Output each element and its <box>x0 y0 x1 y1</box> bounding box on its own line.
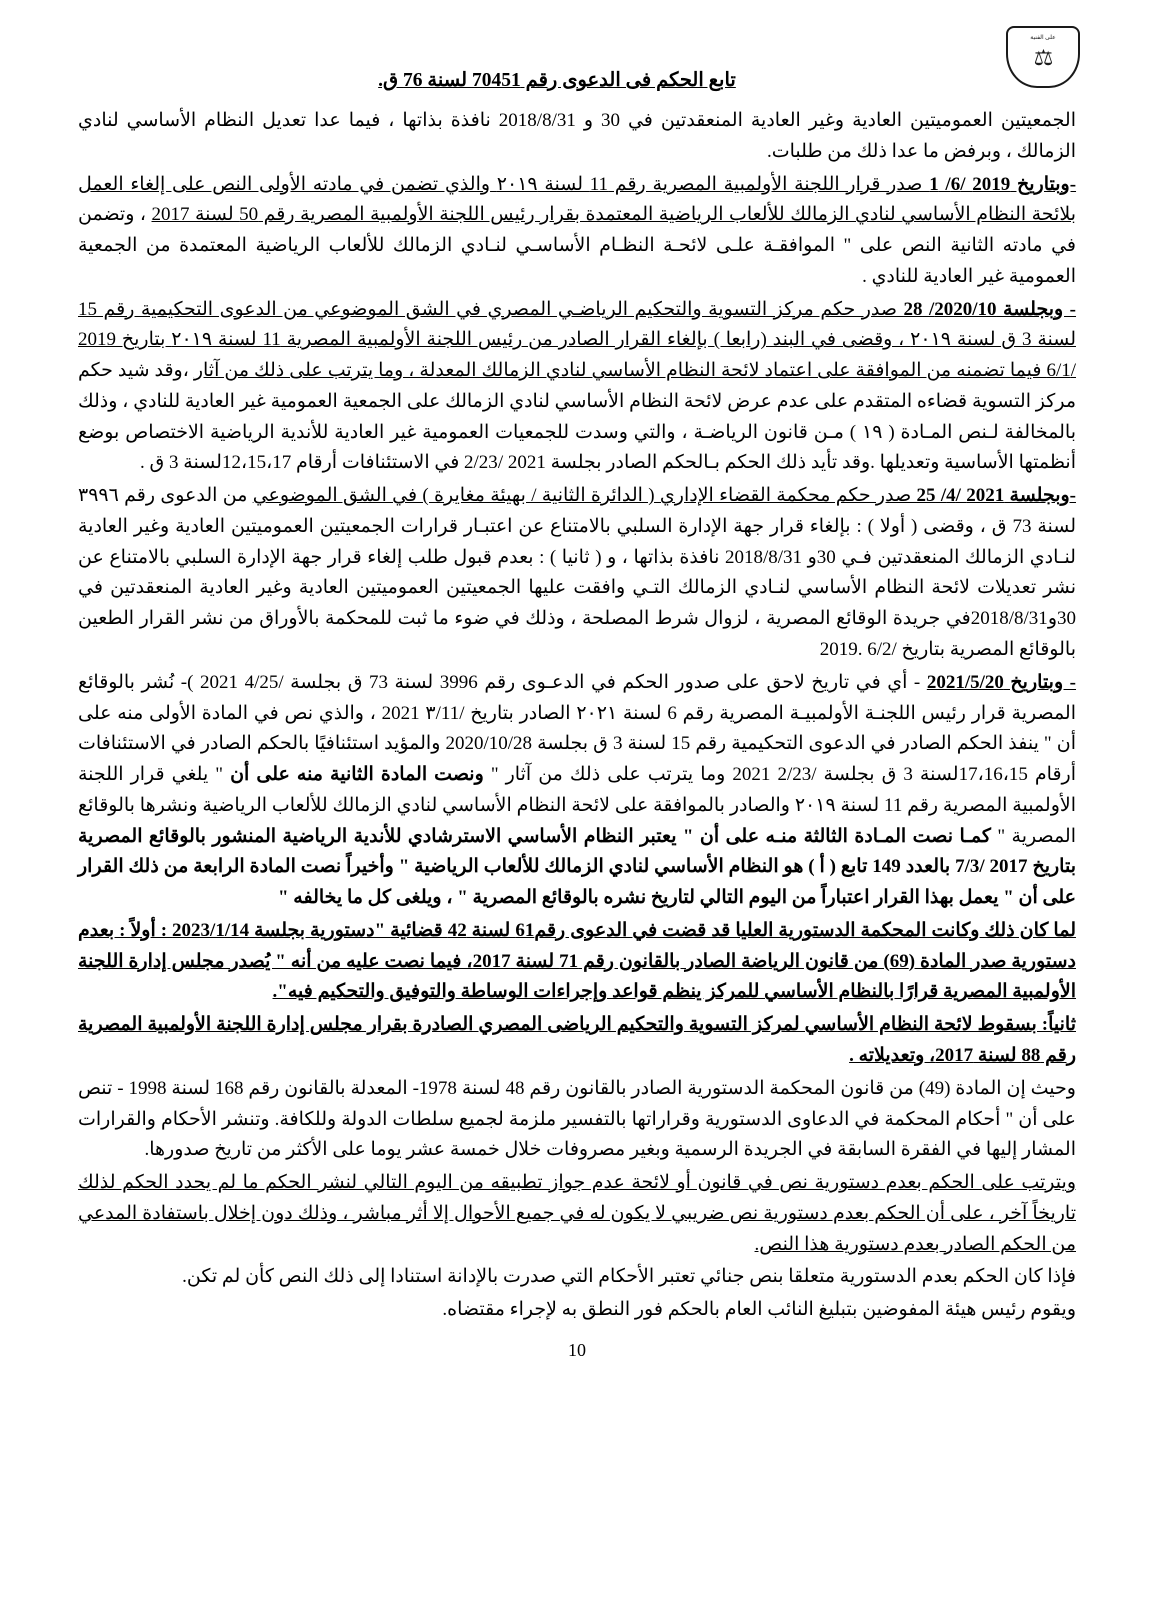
text-run: لما كان ذلك وكانت المحكمة الدستورية العليا قد قضت في الدعوى رقم61 لسنة 42 قضائية "دستورية بجلسة 2023/1/14 : أولاً : بعدم دستورية صدر المادة (69) من قانون الرياضة الصادر بالقانون رقم 71 لسنة 2017، فيما نصت عليه من أنه " يُصدر مجلس إدارة اللجنة الأولمبية المصرية قرارًا بالنظام الأساسي للمركز ينظم قواعد وإجراءات الوساطة والتوفيق والتحكيم فيه". <box>78 919 1076 1003</box>
text-run: ويترتب على الحكم بعدم دستورية نص في قانون أو لائحة عدم جواز تطبيقه من اليوم التالي لنشر الحكم ما لم يحدد الحكم لذلك تاريخاً آخر ، على أن الحكم بعدم دستورية نص ضريبي لا يكون له في جميع الأحوال إلا أثر مباشر ، وذلك دون إخلال باستفادة المدعي من الحكم الصادر بعدم دستورية هذا النص. <box>78 1172 1076 1255</box>
shield-icon <box>1006 26 1080 88</box>
text-run: -وبتاريخ 2019 /6/ 1 <box>929 173 1077 195</box>
paragraph <box>78 481 1076 666</box>
paragraph <box>78 1295 1076 1326</box>
logo-top-text: على الفنية <box>1030 35 1056 41</box>
text-run: " يلغي قرار اللجنة الأولمبية المصرية رقم 11 لسنة ٢٠١٩ والصادر بالموافقة على لائحة النظام الأساسي لنادي الزمالك للألعاب الرياضية ونشرها بالوقائع المصرية " <box>78 764 1076 847</box>
text-run: والذي تضمن في مادته الأولى النص على إلغاء العمل بلائحة النظام الأساسي لنادي الزمالك للألعاب الرياضية المعتمدة بقرار رئيس اللجنة الأولمبية المصرية رقم 50 لسنة 2017 <box>78 173 1076 226</box>
paragraph <box>78 1262 1076 1293</box>
text-run: - وبجلسة 2020/10/ 28 <box>903 298 1077 320</box>
text-run: ونصت المادة الثانية منه على أن <box>230 764 491 786</box>
page-number: 10 <box>568 1339 586 1360</box>
paragraph <box>78 1074 1076 1166</box>
scales-icon: ⚖ <box>1033 45 1053 71</box>
text-run: من الدعوى رقم ٣٩٩٦ لسنة 73 ق ، وقضى ( أولا ) : بإلغاء قرار جهة الإدارة السلبي بالامتناع عن اعتبـار قرارات الجمعيتين العموميتين العادية وغير العادية لنـادي الزمالك المنعقدتين فـي 30و 2018/8/31 نافذة بذاتها ، و ( ثانيا ) : بعدم قبول طلب إلغاء قرار جهة الإدارة السلبي بالامتناع عن نشر تعديلات لائحة النظام الأساسي لنـادي الزمالك التـي وافقت عليها الجمعيتين العموميتين العادية وغير العادية المنعقدتين في 30و2018/8/31في جريدة الوقائع المصرية ، لزوال شرط المصلحة ، وذلك في ضوء ما ثبت للمحكمة بالأوراق من نشر القرار الطعين بالوقائع المصرية بتاريخ /6/2 .2019 <box>78 485 1076 661</box>
text-run: كمـا نصت المـادة الثالثة منـه على أن " يعتبر النظام الأساسي الاسترشادي للأندية الرياضية المنشور بالوقائع المصرية بتاريخ 2017 /7/3 بالعدد 149 تابع ( أ ) هو النظام الأساسي لنادي الزمالك للألعاب الرياضية " وأخيراً نصت المادة الرابعة من ذلك القرار على أن " يعمل بهذا القرار اعتباراً من اليوم التالي لتاريخ نشره بالوقائع المصرية " ، ويلغى كل ما يخالفه " <box>78 825 1076 909</box>
text-run: ثانياً: بسقوط لائحة النظام الأساسي لمركز التسوية والتحكيم الرياضى المصري الصادرة بقرار مجلس إدارة اللجنة الأولمبية المصرية رقم 88 لسنة 2017، وتعديلاته . <box>78 1014 1076 1066</box>
text-run: صدر حكم محكمة القضاء الإداري ( الدائرة الثانية / بهيئة مغايرة ) في الشق الموضوعي <box>252 485 917 507</box>
text-run: ، وتضمن في مادته الثانية النص على " الموافقـة علـى لائحـة النظـام الأساسـي لنـادي الزمالك للألعاب الرياضية المعتمدة من الجمعية العمومية غير العادية للنادي . <box>78 204 1076 287</box>
paragraph <box>78 106 1076 168</box>
paragraph <box>78 295 1076 480</box>
text-run: ،وقد شيد حكم مركز التسوية قضاءه المتقدم على عدم عرض لائحة النظام الأساسي لنادي الزمالك على الجمعية العمومية غير العادية للنادي ، وذلك بالمخالفة لـنص المـادة ( ١٩ ) مـن قانون الرياضـة ، والتي وسدت للجمعيات العمومية غير العادية للأندية الرياضية الاختصاص بوضع أنظمتها الأساسية وتعديلها .وقد تأيد ذلك الحكم بـالحكم الصادر بجلسة 2021 /2/23 في الاستئنافات أرقام 12،15،17لسنة 3 ق . <box>78 360 1076 474</box>
text-run: - وبتاريخ 2021/5/20 <box>926 671 1077 693</box>
text-run: ويقوم رئيس هيئة المفوضين بتبليغ النائب العام بالحكم فور النطق به لإجراء مقتضاه. <box>442 1299 1076 1321</box>
court-logo <box>1000 26 1080 92</box>
text-run: -وبجلسة 2021 /4/ 25 <box>916 485 1076 507</box>
text-run: وحيث إن المادة (49) من قانون المحكمة الدستورية الصادر بالقانون رقم 48 لسنة 1978- المعدلة بالقانون رقم 168 لسنة 1998 - تنص على أن " أحكام المحكمة في الدعاوى الدستورية وقراراتها بالتفسير ملزمة لجميع سلطات الدولة وللكافة. وتنشر الأحكام والقرارات المشار إليها في الفقرة السابقة في الجريدة الرسمية وبغير مصروفات خلال خمسة عشر يوما على الأكثر من تاريخ صدورها. <box>78 1077 1076 1161</box>
text-run: بالوقائع المصرية قرار رئيس اللجنـة الأولمبيـة المصرية رقم 6 لسنة ٢٠٢١ الصادر بتاريخ /٣/11 2021 ، والذي نص في المادة الأولى منه على أن " ينفذ الحكم الصادر في الدعوى التحكيمية رقم 15 لسنة 3 ق بجلسة 2020/10/28 والمؤيد استئنافيًا بالحكم الصادر في الاستئنافات أرقام 17،16،15لسنة 3 ق بجلسة /2/23 2021 وما يترتب على ذلك من آثار " <box>78 671 1077 786</box>
document-body <box>78 106 1076 1326</box>
text-run: صدر قرار اللجنة الأولمبية المصرية رقم 11 لسنة ٢٠١٩ <box>490 173 930 195</box>
paragraph <box>78 1010 1076 1072</box>
text-run: فإذا كان الحكم بعدم الدستورية متعلقا بنص جنائي تعتبر الأحكام التي صدرت بالإدانة استنادا إلى ذلك النص كأن لم تكن. <box>182 1266 1076 1288</box>
paragraph <box>78 1168 1076 1260</box>
text-run: صدر حكم مركز التسوية والتحكيم الرياضـي المصري في الشق الموضوعي من الدعوى التحكيمية رقم 15 لسنة 3 ق لسنة ٢٠١٩ ، وقضى في البند (رابعا ) بإلغاء القرار الصادر من رئيس اللجنة الأولمبية المصرية 11 لسنة ٢٠١٩ بتاريخ 2019 /6/1 فيما تضمنه من الموافقة على اعتماد لائحة النظام الأساسي لنادي الزمالك المعدلة ، وما يترتب على ذلك من آثار <box>78 298 1076 382</box>
text-run: - أي في تاريخ لاحق على صدور الحكم في الدعـوى رقم 3996 لسنة 73 ق بجلسة /4/25 2021 )- نُشر <box>141 671 927 693</box>
paragraph <box>78 916 1076 1008</box>
page-title: تابع الحكم فى الدعوى رقم 70451 لسنة 76 ق. <box>378 70 736 91</box>
paragraph <box>78 170 1076 293</box>
text-run: الجمعيتين العموميتين العادية وغير العادية المنعقدتين في 30 و 2018/8/31 نافذة بذاتها ، فيما عدا تعديل النظام الأساسي لنادي الزمالك ، وبرفض ما عدا ذلك من طلبات. <box>78 110 1076 162</box>
paragraph <box>78 668 1076 914</box>
